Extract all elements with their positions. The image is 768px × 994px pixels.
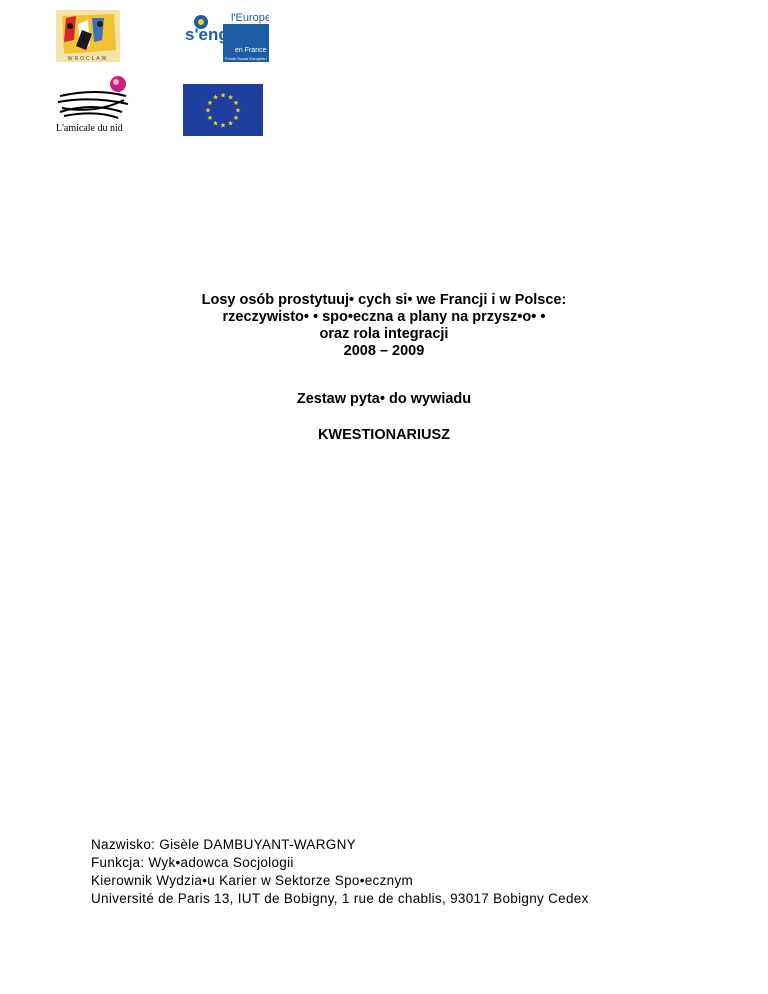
author-info xyxy=(91,836,589,908)
eu-star-icon: ★ xyxy=(227,94,234,102)
title-line-2: rzeczywisto• • spo•eczna a plany na przysz•o• • xyxy=(222,309,546,325)
eu-star-icon: ★ xyxy=(204,107,212,115)
eu-star-icon: ★ xyxy=(232,115,240,122)
document-subtitle: Zestaw pyta• do wywiadu xyxy=(296,391,472,407)
europe-line1: l'Europe xyxy=(231,12,269,24)
wroclaw-logo xyxy=(56,10,120,62)
document-heading: KWESTIONARIUSZ xyxy=(317,427,451,443)
eu-star-icon: ★ xyxy=(234,107,242,115)
eu-star-icon: ★ xyxy=(219,92,227,100)
title-line-3: oraz rola integracji xyxy=(319,326,449,342)
eu-star-icon: ★ xyxy=(206,100,214,107)
eu-star-icon: ★ xyxy=(227,120,234,128)
author-function: Funkcja: Wyk•adowca Socjologii xyxy=(91,855,294,870)
title-line-1: Losy osób prostytuuj• cych si• we Francji i w Polsce: xyxy=(201,292,567,308)
author-address: Université de Paris 13, IUT de Bobigny, 1 rue de chablis, 93017 Bobigny Cedex xyxy=(91,891,589,906)
europe-line4: Fonds Social Européen xyxy=(225,56,267,61)
europe-line3: en France xyxy=(235,47,267,54)
eu-star-icon: ★ xyxy=(232,100,240,107)
author-department: Kierownik Wydzia•u Karier w Sektorze Spo•ecznym xyxy=(91,873,414,888)
amicale-du-nid-logo xyxy=(56,74,136,136)
eu-star-icon: ★ xyxy=(206,115,214,122)
eu-flag-logo xyxy=(183,84,263,136)
title-line-4: 2008 – 2009 xyxy=(343,343,425,359)
eu-star-icon: ★ xyxy=(212,120,219,128)
europe-line2: s'engage xyxy=(185,25,259,44)
europe-sengage-logo xyxy=(183,10,269,64)
amicale-label: L'amicale du nid xyxy=(56,123,123,134)
document-title xyxy=(0,292,768,360)
eu-star-icon: ★ xyxy=(212,94,219,102)
author-name: Nazwisko: Gisèle DAMBUYANT-WARGNY xyxy=(91,837,356,852)
eu-star-icon: ★ xyxy=(219,122,227,130)
wroclaw-label: WROCŁAW xyxy=(67,56,109,62)
